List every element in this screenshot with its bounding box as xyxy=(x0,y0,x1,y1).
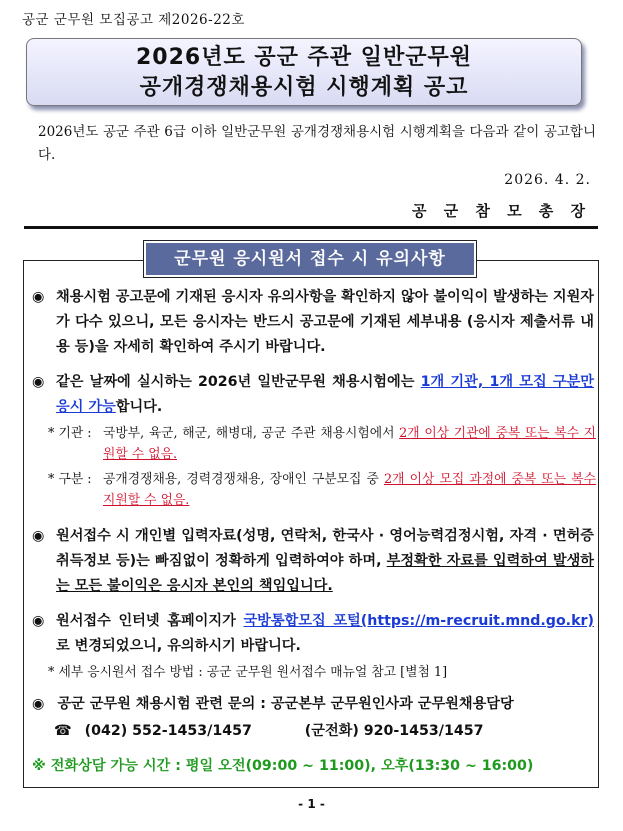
section-label: 군무원 응시원서 접수 시 유의사항 xyxy=(144,241,476,277)
intro-text: 2026년도 공군 주관 6급 이하 일반군무원 공개경쟁채용시험 시행계획을 다음과 같이 공고합니다. xyxy=(38,124,596,163)
title-box xyxy=(26,38,582,106)
phone-icon: ☎ xyxy=(54,723,72,739)
page-number: - 1 - xyxy=(298,797,325,811)
bullet-icon: ◉ xyxy=(32,374,45,390)
sub-note-category: * 구분 : 공개경쟁채용, 경력경쟁채용, 장애인 구분모집 중 2개 이상 모집 과정에 중복 또는 복수 지원할 수 없음. xyxy=(48,472,596,508)
portal-link[interactable]: 국방통합모집 포털(https://m-recruit.mnd.go.kr) xyxy=(243,613,594,629)
item-text: 원서접수 인터넷 홈페이지가 국방통합모집 포털(https://m-recruit.mnd.go.kr)로 변경되었으니, 유의하시기 바랍니다. xyxy=(56,613,594,654)
highlight-text: 1개 기관, 1개 모집 구분만 응시 가능 xyxy=(56,374,594,415)
phone-numbers xyxy=(54,720,483,740)
notice-number: 공군 군무원 모집공고 제2026-22호 xyxy=(22,12,245,28)
divider xyxy=(24,226,598,229)
notice-item-2 xyxy=(32,370,594,420)
bullet-icon: ◉ xyxy=(32,289,45,305)
sub-note-agency: * 기관 : 국방부, 육군, 해군, 해병대, 공군 주관 채용시험에서 2개 이상 기관에 중복 또는 복수 지원할 수 없음. xyxy=(48,426,596,462)
notice-date: 2026. 4. 2. xyxy=(504,172,591,188)
notice-item-4 xyxy=(32,609,594,659)
bullet-icon: ◉ xyxy=(32,696,45,712)
bullet-icon: ◉ xyxy=(32,528,45,544)
manual-note: * 세부 응시원서 접수 방법 : 공군 군무원 원서접수 매뉴얼 참고 [별첨 1] xyxy=(48,665,448,680)
underlined-text: 부정확한 자료를 입력하여 발생하는 모든 불이익은 응시자 본인의 책임입니다. xyxy=(56,553,594,594)
title-line-1: 2026년도 공군 주관 일반군무원 xyxy=(136,45,472,70)
contact-text: 공군 군무원 채용시험 관련 문의 : 공군본부 군무원인사과 군무원채용담당 xyxy=(57,696,514,712)
notice-item-3 xyxy=(32,524,594,599)
warning-text: 2개 이상 모집 과정에 중복 또는 복수 지원할 수 없음. xyxy=(103,472,596,508)
item-text: 같은 날짜에 실시하는 2026년 일반군무원 채용시험에는 1개 기관, 1개 모집 구분만 응시 가능합니다. xyxy=(56,374,594,415)
consult-hours: ※ 전화상담 가능 시간 : 평일 오전(09:00 ~ 11:00), 오후(13:30 ~ 16:00) xyxy=(32,758,534,774)
contact-item xyxy=(32,692,514,717)
warning-text: 2개 이상 기관에 중복 또는 복수 지원할 수 없음. xyxy=(103,426,596,462)
item-text: 원서접수 시 개인별 입력자료(성명, 연락처, 한국사 · 영어능력검정시험, 자격 · 면허증 취득정보 등)는 빠짐없이 정확하게 입력하여야 하며, 부정확한 자료를 입력하여 발생하는 모든 불이익은 응시자 본인의 책임입니다. xyxy=(56,528,594,594)
item-text: 채용시험 공고문에 기재된 응시자 유의사항을 확인하지 않아 불이익이 발생하는 지원자가 다수 있으니, 모든 응시자는 반드시 공고문에 기재된 세부내용 (응시자 제출서류 내용 등)을 자세히 확인하여 주시기 바랍니다. xyxy=(56,289,594,355)
phone-2: (군전화) 920-1453/1457 xyxy=(304,723,484,739)
notice-item-1 xyxy=(32,285,594,360)
phone-1: (042) 552-1453/1457 xyxy=(84,723,252,739)
bullet-icon: ◉ xyxy=(32,613,45,629)
issuer: 공 군 참 모 총 장 xyxy=(411,202,591,220)
title-line-2: 공개경쟁채용시험 시행계획 공고 xyxy=(139,75,469,100)
